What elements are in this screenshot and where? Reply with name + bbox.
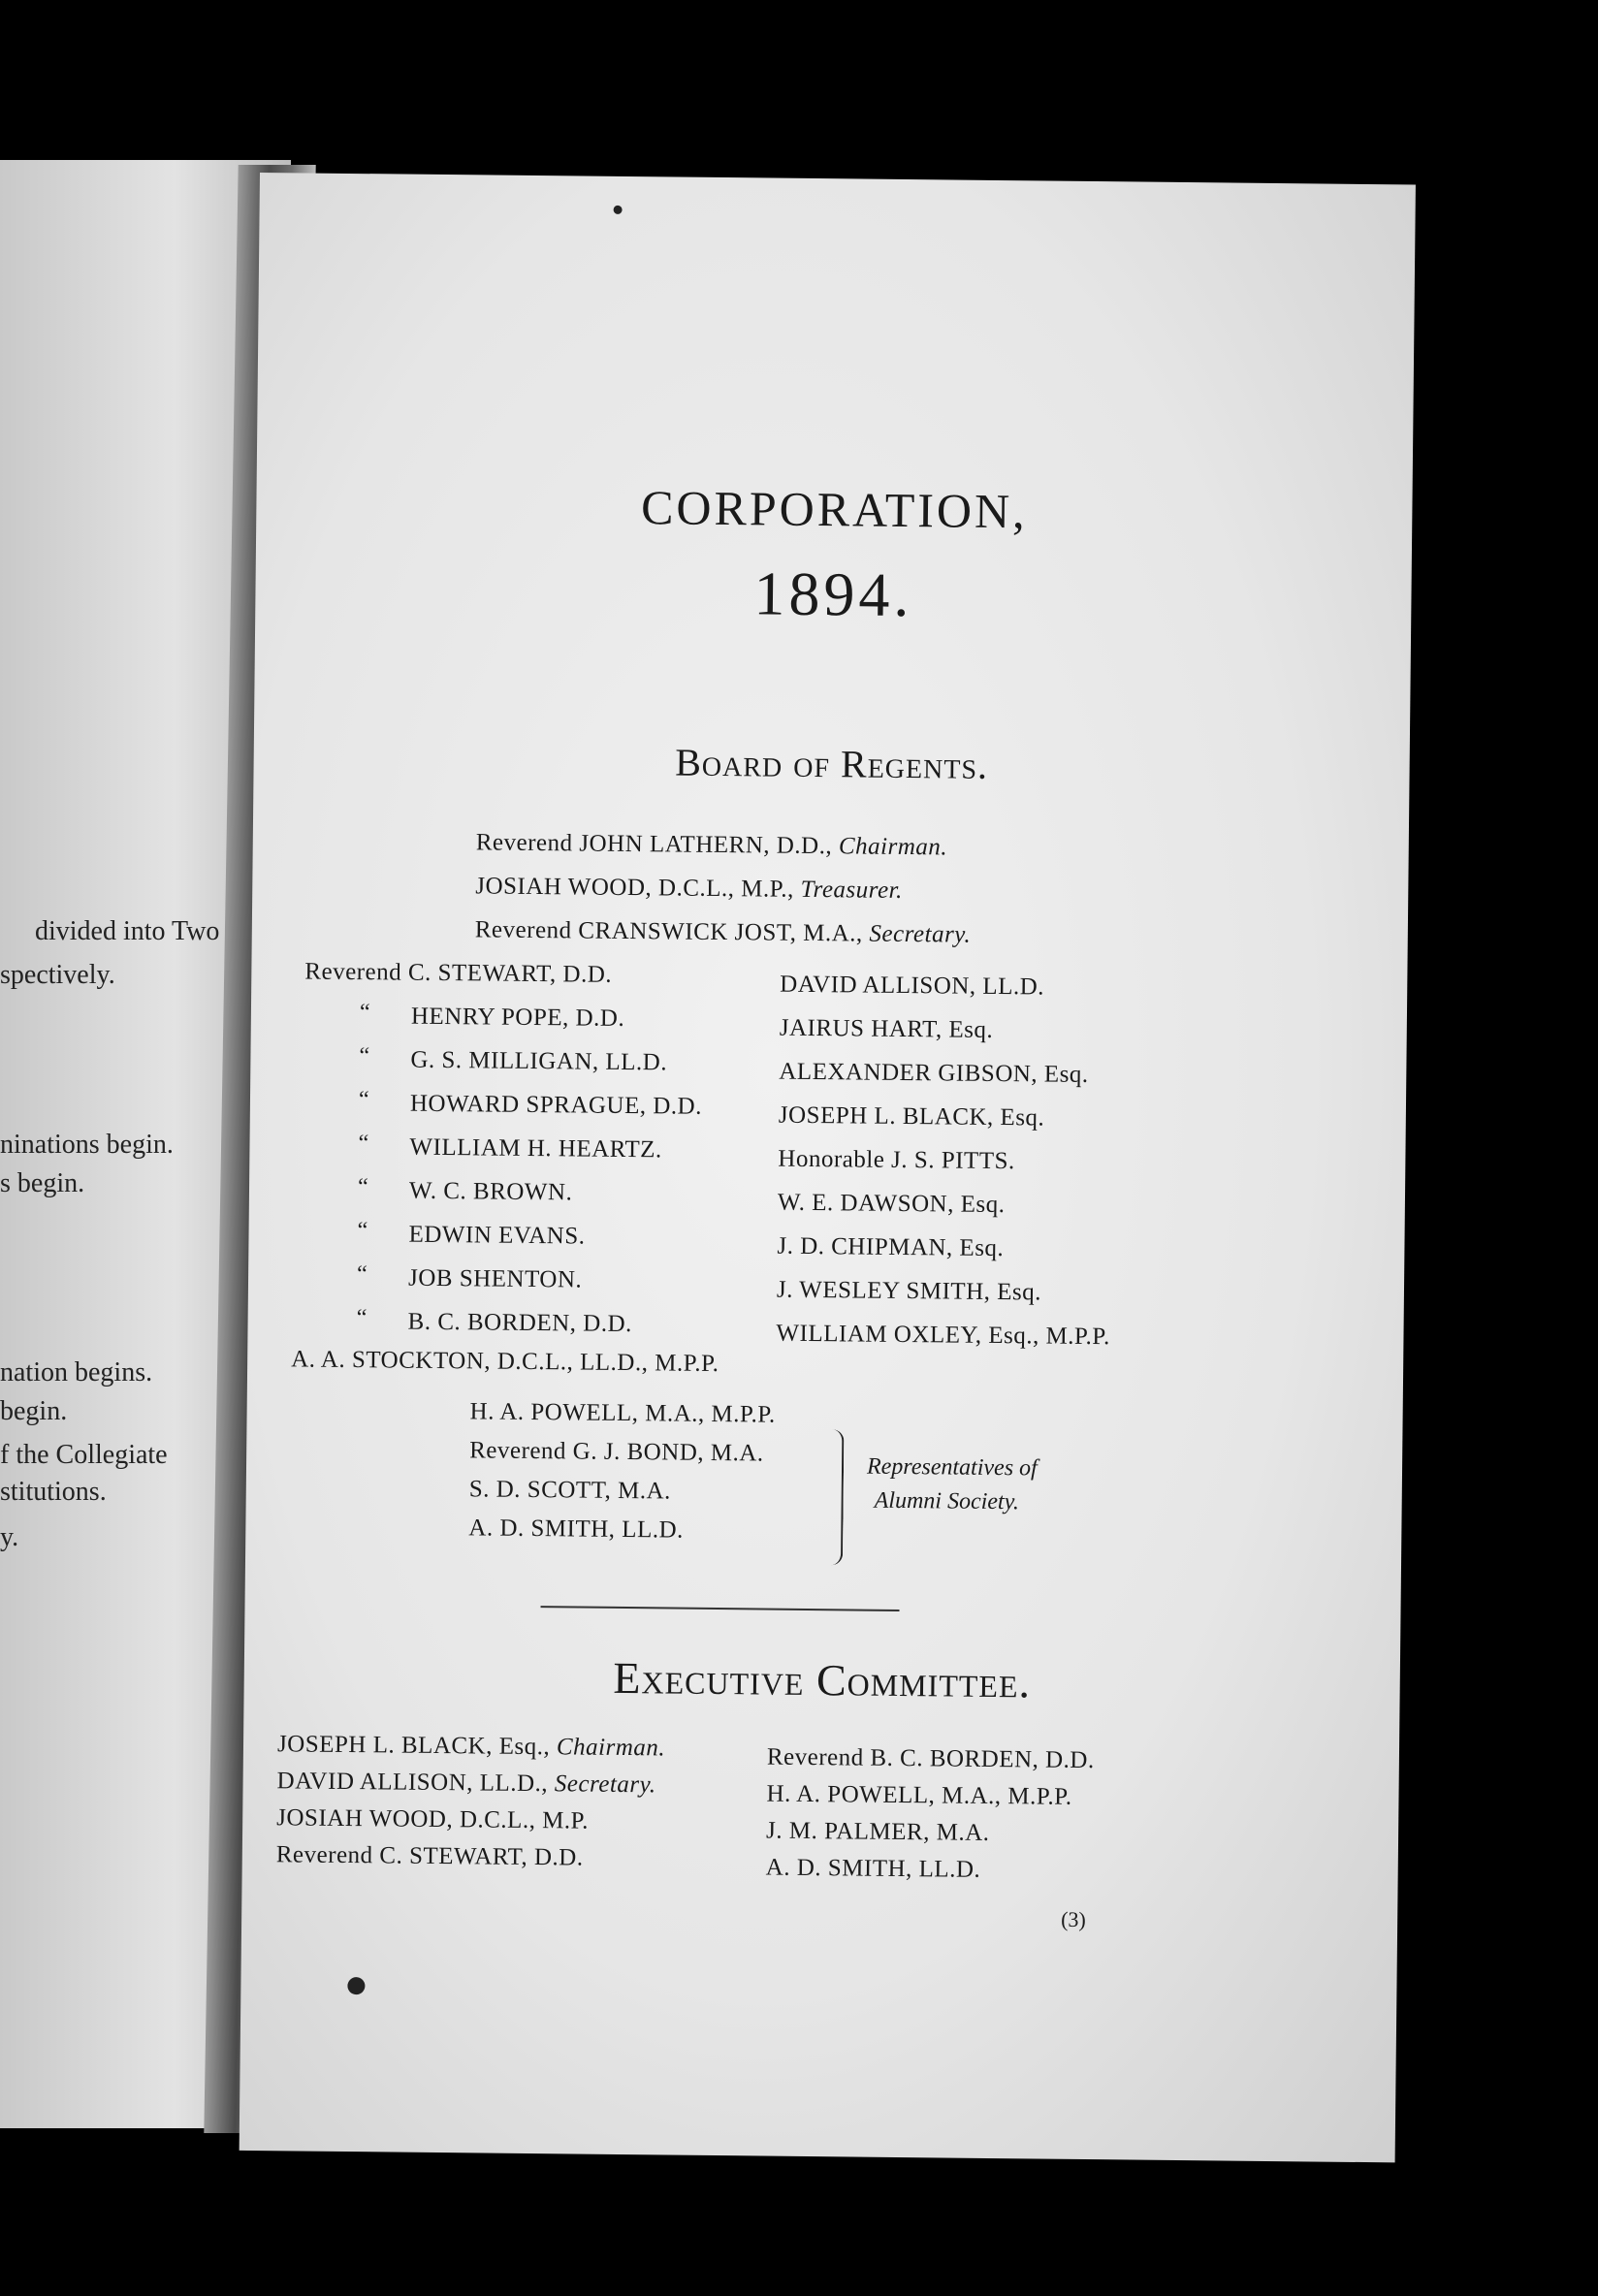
ditto-mark: “: [356, 1261, 368, 1288]
regent-right: DAVID ALLISON, LL.D.: [780, 971, 1045, 1001]
officer-role: Chairman.: [838, 833, 948, 861]
alumni-brace: [827, 1429, 844, 1565]
left-fragment: stitutions.: [0, 1477, 107, 1507]
regent-left: HOWARD SPRAGUE, D.D.: [409, 1090, 703, 1120]
regent-right: J. WESLEY SMITH, Esq.: [776, 1276, 1042, 1306]
exec-member-right: Reverend B. C. BORDEN, D.D.: [766, 1743, 1095, 1774]
regent-left: G. S. MILLIGAN, LL.D.: [410, 1046, 668, 1076]
regent-left: W. C. BROWN.: [408, 1177, 573, 1206]
exec-member: [276, 1768, 655, 1799]
ink-spot: [347, 1977, 365, 1994]
regent-right: JOSEPH L. BLACK, Esq.: [778, 1101, 1045, 1132]
exec-member: [276, 1841, 584, 1871]
page-title: CORPORATION,: [640, 480, 1028, 539]
regent-left: EDWIN EVANS.: [408, 1221, 586, 1250]
ditto-mark: “: [359, 1043, 370, 1069]
regent-left: WILLIAM H. HEARTZ.: [409, 1133, 662, 1164]
ditto-mark: “: [357, 1218, 368, 1244]
left-fragment: divided into Two: [35, 916, 220, 946]
regent-right: JAIRUS HART, Esq.: [779, 1014, 994, 1043]
regent-left: Reverend C. STEWART, D.D.: [304, 958, 613, 988]
regent-left: HENRY POPE, D.D.: [410, 1003, 625, 1032]
ditto-mark: “: [357, 1174, 368, 1200]
exec-member-right: J. M. PALMER, M.A.: [765, 1817, 990, 1846]
ditto-mark: “: [359, 1000, 370, 1026]
officer-name: Reverend JOHN LATHERN, D.D.,: [475, 829, 840, 860]
left-fragment: y.: [0, 1522, 19, 1552]
regent-right: J. D. CHIPMAN, Esq.: [777, 1232, 1005, 1262]
left-fragment: spectively.: [0, 960, 115, 990]
right-page: [240, 173, 1416, 2162]
left-fragment: f the Collegiate: [0, 1440, 168, 1470]
member-name: JOSEPH L. BLACK, Esq.,: [276, 1731, 558, 1761]
ditto-mark: “: [358, 1087, 369, 1113]
section-title-board: Board of Regents.: [674, 740, 989, 787]
regent-left: B. C. BORDEN, D.D.: [407, 1308, 632, 1338]
year-heading: 1894.: [753, 558, 913, 630]
regent-right: ALEXANDER GIBSON, Esq.: [779, 1058, 1089, 1088]
ditto-mark: “: [358, 1131, 369, 1157]
left-fragment: begin.: [0, 1396, 68, 1426]
regent-left: JOB SHENTON.: [407, 1264, 583, 1293]
officer-role: Treasurer.: [800, 876, 903, 904]
left-fragment: s begin.: [0, 1168, 85, 1198]
officer-role: Secretary.: [869, 920, 972, 948]
member-name: DAVID ALLISON, LL.D.,: [276, 1768, 555, 1798]
member-role: Chairman.: [556, 1734, 666, 1762]
ditto-mark: “: [356, 1305, 368, 1331]
alumni-rep: S. D. SCOTT, M.A.: [468, 1476, 671, 1505]
left-fragment: ninations begin.: [0, 1130, 174, 1160]
officer-name: Reverend CRANSWICK JOST, M.A.,: [474, 916, 870, 947]
regent-right: WILLIAM OXLEY, Esq., M.P.P.: [776, 1320, 1110, 1351]
member-name: JOSIAH WOOD, D.C.L., M.P.: [276, 1804, 590, 1834]
ink-spot: [614, 206, 623, 214]
alumni-note: Alumni Society.: [874, 1487, 1020, 1515]
regent-right: Honorable J. S. PITTS.: [778, 1145, 1015, 1175]
alumni-note: Representatives of: [866, 1453, 1038, 1482]
exec-member: [276, 1804, 589, 1834]
exec-member: [277, 1731, 665, 1762]
member-name: Reverend C. STEWART, D.D.: [275, 1841, 584, 1871]
page-number: (3): [1061, 1906, 1086, 1932]
exec-member-right: A. D. SMITH, LL.D.: [765, 1854, 981, 1883]
alumni-rep: H. A. POWELL, M.A., M.P.P.: [469, 1398, 776, 1428]
board-officer: [476, 829, 948, 861]
board-officer: [475, 916, 972, 948]
regent-extra: A. A. STOCKTON, D.C.L., LL.D., M.P.P.: [291, 1346, 719, 1378]
board-officer: [475, 873, 903, 905]
section-divider: [541, 1606, 900, 1611]
alumni-rep: Reverend G. J. BOND, M.A.: [469, 1437, 764, 1467]
exec-member-right: H. A. POWELL, M.A., M.P.P.: [766, 1780, 1072, 1810]
section-title-executive: Executive Committee.: [613, 1652, 1032, 1707]
member-role: Secretary.: [554, 1770, 656, 1799]
left-fragment: nation begins.: [0, 1357, 153, 1387]
regent-right: W. E. DAWSON, Esq.: [777, 1189, 1006, 1219]
alumni-rep: A. D. SMITH, LL.D.: [468, 1515, 685, 1544]
officer-name: JOSIAH WOOD, D.C.L., M.P.,: [475, 873, 801, 903]
